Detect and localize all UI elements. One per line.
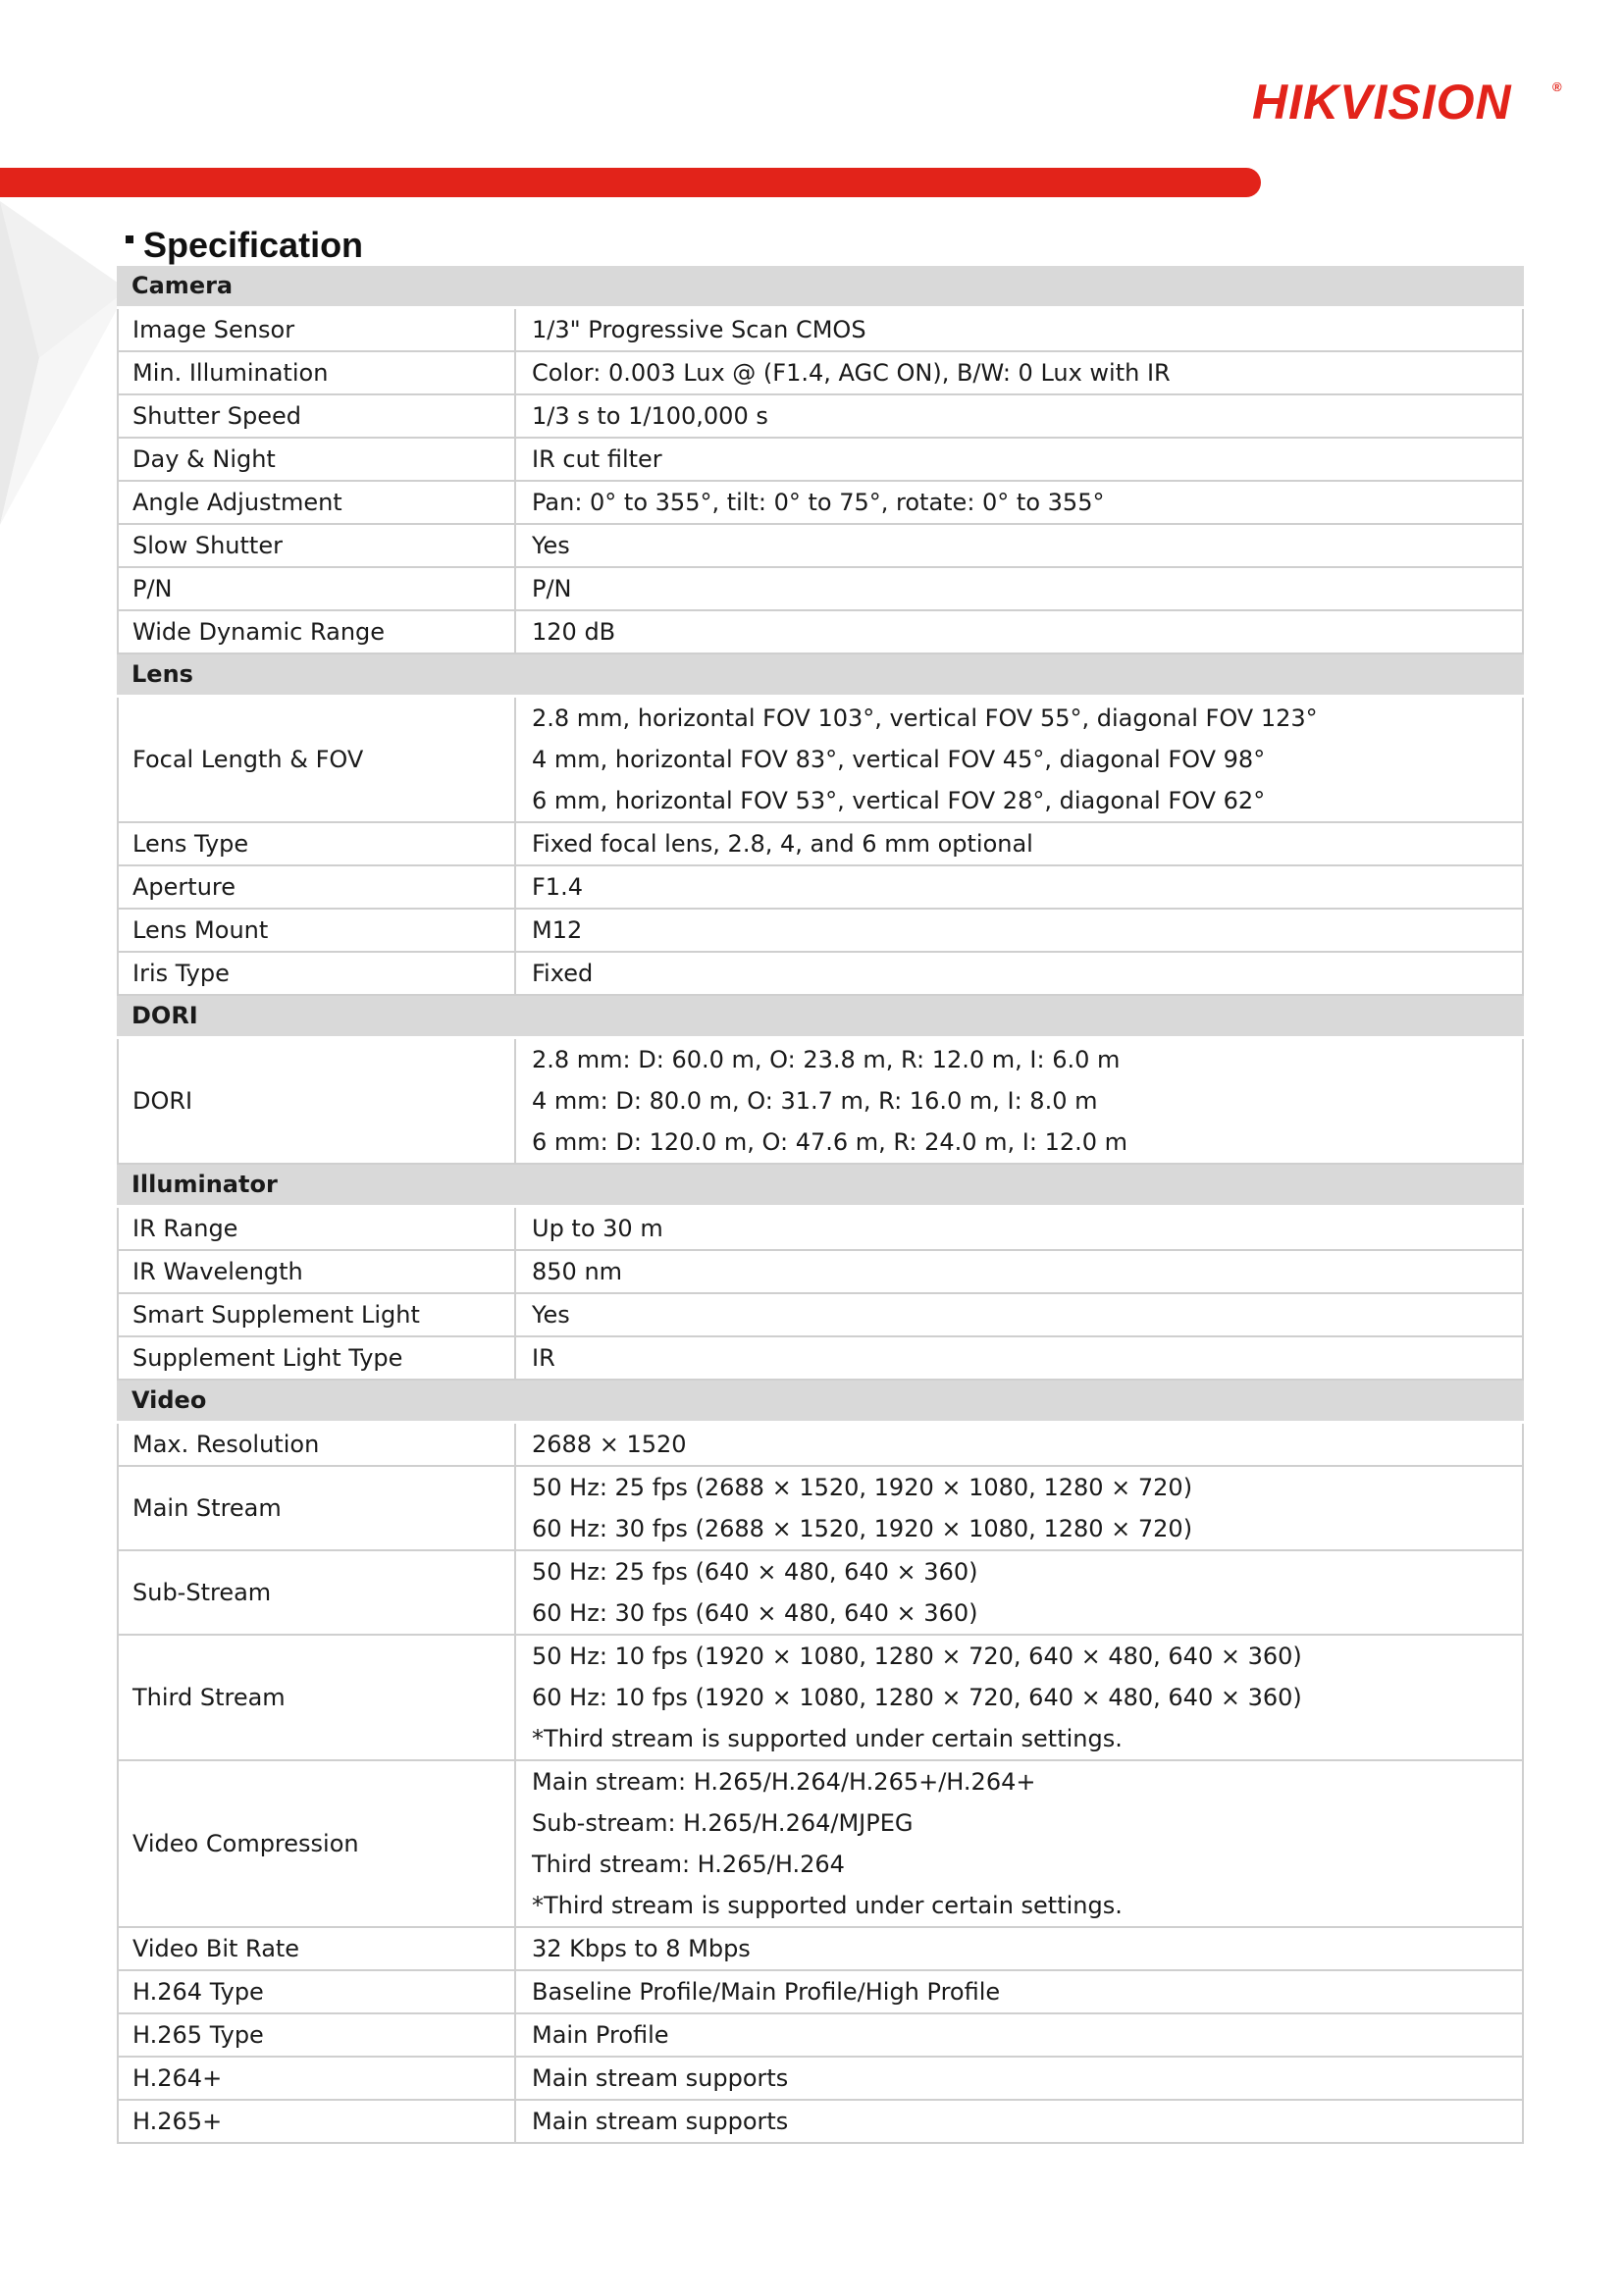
- spec-value-line: 2.8 mm: D: 60.0 m, O: 23.8 m, R: 12.0 m, I: 6.0 m: [532, 1046, 1121, 1073]
- spec-label: [117, 1551, 516, 1634]
- spec-row: [117, 525, 1524, 568]
- spec-row: [117, 395, 1524, 439]
- spec-label: [117, 1294, 516, 1335]
- spec-value-line: 1/3 s to 1/100,000 s: [532, 402, 768, 430]
- spec-value: [516, 1294, 1524, 1335]
- spec-value-line: 50 Hz: 10 fps (1920 × 1080, 1280 × 720, 640 × 480, 640 × 360): [532, 1643, 1302, 1670]
- spec-value: [516, 395, 1524, 437]
- spec-value-line: 2.8 mm, horizontal FOV 103°, vertical FOV 55°, diagonal FOV 123°: [532, 704, 1318, 732]
- spec-value-line: 6 mm, horizontal FOV 53°, vertical FOV 28°, diagonal FOV 62°: [532, 787, 1266, 814]
- spec-value-line: 6 mm: D: 120.0 m, O: 47.6 m, R: 24.0 m, I: 12.0 m: [532, 1128, 1128, 1156]
- spec-label-text: Aperture: [132, 873, 236, 901]
- spec-value-line: 60 Hz: 10 fps (1920 × 1080, 1280 × 720, 640 × 480, 640 × 360): [532, 1684, 1302, 1711]
- spec-value: [516, 309, 1524, 350]
- spec-row: [117, 1337, 1524, 1381]
- spec-value: [516, 698, 1524, 821]
- spec-label: [117, 823, 516, 864]
- spec-row: [117, 568, 1524, 611]
- spec-label-text: Video Bit Rate: [132, 1935, 300, 1962]
- spec-value-line: Main stream supports: [532, 2064, 789, 2092]
- spec-label: [117, 309, 516, 350]
- spec-value-line: Main stream: H.265/H.264/H.265+/H.264+: [532, 1768, 1036, 1796]
- spec-label: [117, 395, 516, 437]
- spec-label-text: Wide Dynamic Range: [132, 618, 386, 646]
- spec-label-text: Sub-Stream: [132, 1579, 272, 1606]
- spec-row: [117, 1467, 1524, 1551]
- spec-value-line: 1/3" Progressive Scan CMOS: [532, 316, 866, 343]
- spec-value: [516, 2058, 1524, 2099]
- spec-value: [516, 2014, 1524, 2056]
- section-header: Video: [117, 1381, 1524, 1424]
- spec-value: [516, 525, 1524, 566]
- spec-value-line: 50 Hz: 25 fps (640 × 480, 640 × 360): [532, 1558, 978, 1586]
- spec-row: [117, 611, 1524, 654]
- spec-label-text: Third Stream: [132, 1684, 286, 1711]
- spec-row: [117, 2014, 1524, 2058]
- spec-value-line: 850 nm: [532, 1258, 623, 1285]
- spec-label-text: Main Stream: [132, 1494, 282, 1522]
- spec-value-line: 60 Hz: 30 fps (640 × 480, 640 × 360): [532, 1599, 978, 1627]
- spec-value-line: 2688 × 1520: [532, 1431, 687, 1458]
- spec-label-text: Min. Illumination: [132, 359, 329, 387]
- spec-value-line: Pan: 0° to 355°, tilt: 0° to 75°, rotate: 0° to 355°: [532, 489, 1105, 516]
- spec-label-text: P/N: [132, 575, 173, 602]
- spec-label: [117, 1467, 516, 1549]
- spec-label-text: Iris Type: [132, 960, 230, 987]
- spec-label-text: IR Wavelength: [132, 1258, 303, 1285]
- spec-value: [516, 568, 1524, 609]
- spec-row: [117, 910, 1524, 953]
- spec-row: [117, 352, 1524, 395]
- page-title-text: Specification: [143, 225, 364, 265]
- spec-value-line: Main Profile: [532, 2021, 669, 2049]
- spec-row: [117, 1928, 1524, 1971]
- spec-row: [117, 1636, 1524, 1761]
- spec-value: [516, 1251, 1524, 1292]
- spec-label-text: Shutter Speed: [132, 402, 301, 430]
- spec-value: [516, 482, 1524, 523]
- spec-label: [117, 1971, 516, 2012]
- spec-label-text: H.265 Type: [132, 2021, 264, 2049]
- spec-row: [117, 309, 1524, 352]
- spec-label-text: IR Range: [132, 1215, 238, 1242]
- hikvision-logo: [1252, 75, 1563, 130]
- spec-value-line: IR: [532, 1344, 555, 1372]
- section-header: DORI: [117, 996, 1524, 1039]
- spec-value: [516, 910, 1524, 951]
- spec-value-line: M12: [532, 916, 583, 944]
- spec-label: [117, 1251, 516, 1292]
- spec-value-line: *Third stream is supported under certain settings.: [532, 1892, 1123, 1919]
- spec-value: [516, 439, 1524, 480]
- spec-value-line: P/N: [532, 575, 572, 602]
- spec-row: [117, 1039, 1524, 1165]
- spec-value-line: Sub-stream: H.265/H.264/MJPEG: [532, 1809, 914, 1837]
- spec-value: [516, 1928, 1524, 1969]
- spec-label: [117, 525, 516, 566]
- section-header: Illuminator: [117, 1165, 1524, 1208]
- spec-value: [516, 1551, 1524, 1634]
- spec-value-line: 4 mm: D: 80.0 m, O: 31.7 m, R: 16.0 m, I: 8.0 m: [532, 1087, 1098, 1115]
- spec-value-line: Baseline Profile/Main Profile/High Profile: [532, 1978, 1001, 2006]
- spec-label-text: Slow Shutter: [132, 532, 283, 559]
- page-title: [126, 218, 363, 273]
- spec-label-text: Supplement Light Type: [132, 1344, 403, 1372]
- spec-label-text: Image Sensor: [132, 316, 295, 343]
- spec-label-text: Angle Adjustment: [132, 489, 342, 516]
- section-header: Camera: [117, 266, 1524, 309]
- spec-row: [117, 698, 1524, 823]
- spec-label-text: Video Compression: [132, 1830, 359, 1857]
- spec-value-line: Main stream supports: [532, 2108, 789, 2135]
- spec-value: [516, 1039, 1524, 1163]
- spec-row: [117, 2058, 1524, 2101]
- spec-row: [117, 1424, 1524, 1467]
- spec-label: [117, 611, 516, 652]
- spec-label: [117, 1636, 516, 1759]
- spec-value: [516, 1761, 1524, 1926]
- brand-wordmark: HIKVISION: [1252, 75, 1512, 130]
- spec-value-line: 120 dB: [532, 618, 616, 646]
- spec-label: [117, 698, 516, 821]
- spec-label-text: H.264+: [132, 2064, 223, 2092]
- spec-row: [117, 1761, 1524, 1928]
- spec-row: [117, 1551, 1524, 1636]
- spec-value-line: 60 Hz: 30 fps (2688 × 1520, 1920 × 1080, 1280 × 720): [532, 1515, 1193, 1542]
- spec-value-line: *Third stream is supported under certain settings.: [532, 1725, 1123, 1752]
- spec-value-line: Fixed focal lens, 2.8, 4, and 6 mm optional: [532, 830, 1033, 858]
- spec-value: [516, 352, 1524, 393]
- spec-label-text: Day & Night: [132, 445, 276, 473]
- spec-value: [516, 1208, 1524, 1249]
- spec-label: [117, 1928, 516, 1969]
- spec-value: [516, 866, 1524, 908]
- spec-label-text: Lens Mount: [132, 916, 269, 944]
- spec-row: [117, 439, 1524, 482]
- spec-label: [117, 866, 516, 908]
- spec-label: [117, 1337, 516, 1379]
- spec-value-line: 50 Hz: 25 fps (2688 × 1520, 1920 × 1080, 1280 × 720): [532, 1474, 1193, 1501]
- spec-label: [117, 910, 516, 951]
- spec-row: [117, 1971, 1524, 2014]
- spec-label-text: Lens Type: [132, 830, 249, 858]
- section-header: Lens: [117, 654, 1524, 698]
- spec-value: [516, 611, 1524, 652]
- spec-label-text: Focal Length & FOV: [132, 746, 364, 773]
- spec-label: [117, 1208, 516, 1249]
- spec-label-text: Smart Supplement Light: [132, 1301, 420, 1329]
- spec-label: [117, 2101, 516, 2142]
- spec-value: [516, 823, 1524, 864]
- spec-label: [117, 482, 516, 523]
- spec-label-text: DORI: [132, 1087, 193, 1115]
- spec-row: [117, 2101, 1524, 2144]
- spec-value-line: Yes: [532, 532, 570, 559]
- spec-value-line: Third stream: H.265/H.264: [532, 1851, 845, 1878]
- spec-value-line: Color: 0.003 Lux @ (F1.4, AGC ON), B/W: 0 Lux with IR: [532, 359, 1171, 387]
- spec-value-line: IR cut filter: [532, 445, 662, 473]
- spec-label-text: H.265+: [132, 2108, 223, 2135]
- spec-row: [117, 1294, 1524, 1337]
- spec-label: [117, 439, 516, 480]
- specification-table: [117, 266, 1524, 2144]
- spec-label-text: H.264 Type: [132, 1978, 264, 2006]
- spec-value: [516, 1467, 1524, 1549]
- spec-row: [117, 1208, 1524, 1251]
- spec-label: [117, 953, 516, 994]
- spec-label-text: Max. Resolution: [132, 1431, 320, 1458]
- spec-label: [117, 2058, 516, 2099]
- decorative-star-graphic: [0, 201, 128, 525]
- spec-label: [117, 1039, 516, 1163]
- spec-value-line: 4 mm, horizontal FOV 83°, vertical FOV 45°, diagonal FOV 98°: [532, 746, 1266, 773]
- header-red-bar: [0, 168, 1261, 197]
- bullet-square-icon: [126, 235, 133, 243]
- spec-label: [117, 1761, 516, 1926]
- spec-value: [516, 1971, 1524, 2012]
- spec-value: [516, 1636, 1524, 1759]
- spec-row: [117, 823, 1524, 866]
- spec-label: [117, 1424, 516, 1465]
- spec-label: [117, 2014, 516, 2056]
- spec-value-line: Yes: [532, 1301, 570, 1329]
- spec-label: [117, 568, 516, 609]
- spec-value: [516, 1337, 1524, 1379]
- spec-label: [117, 352, 516, 393]
- spec-value-line: Fixed: [532, 960, 594, 987]
- spec-value: [516, 953, 1524, 994]
- spec-value: [516, 2101, 1524, 2142]
- spec-value-line: 32 Kbps to 8 Mbps: [532, 1935, 751, 1962]
- spec-value-line: Up to 30 m: [532, 1215, 663, 1242]
- spec-value: [516, 1424, 1524, 1465]
- registered-mark: ®: [1552, 79, 1563, 94]
- spec-row: [117, 482, 1524, 525]
- spec-row: [117, 953, 1524, 996]
- spec-value-line: F1.4: [532, 873, 583, 901]
- spec-row: [117, 866, 1524, 910]
- spec-row: [117, 1251, 1524, 1294]
